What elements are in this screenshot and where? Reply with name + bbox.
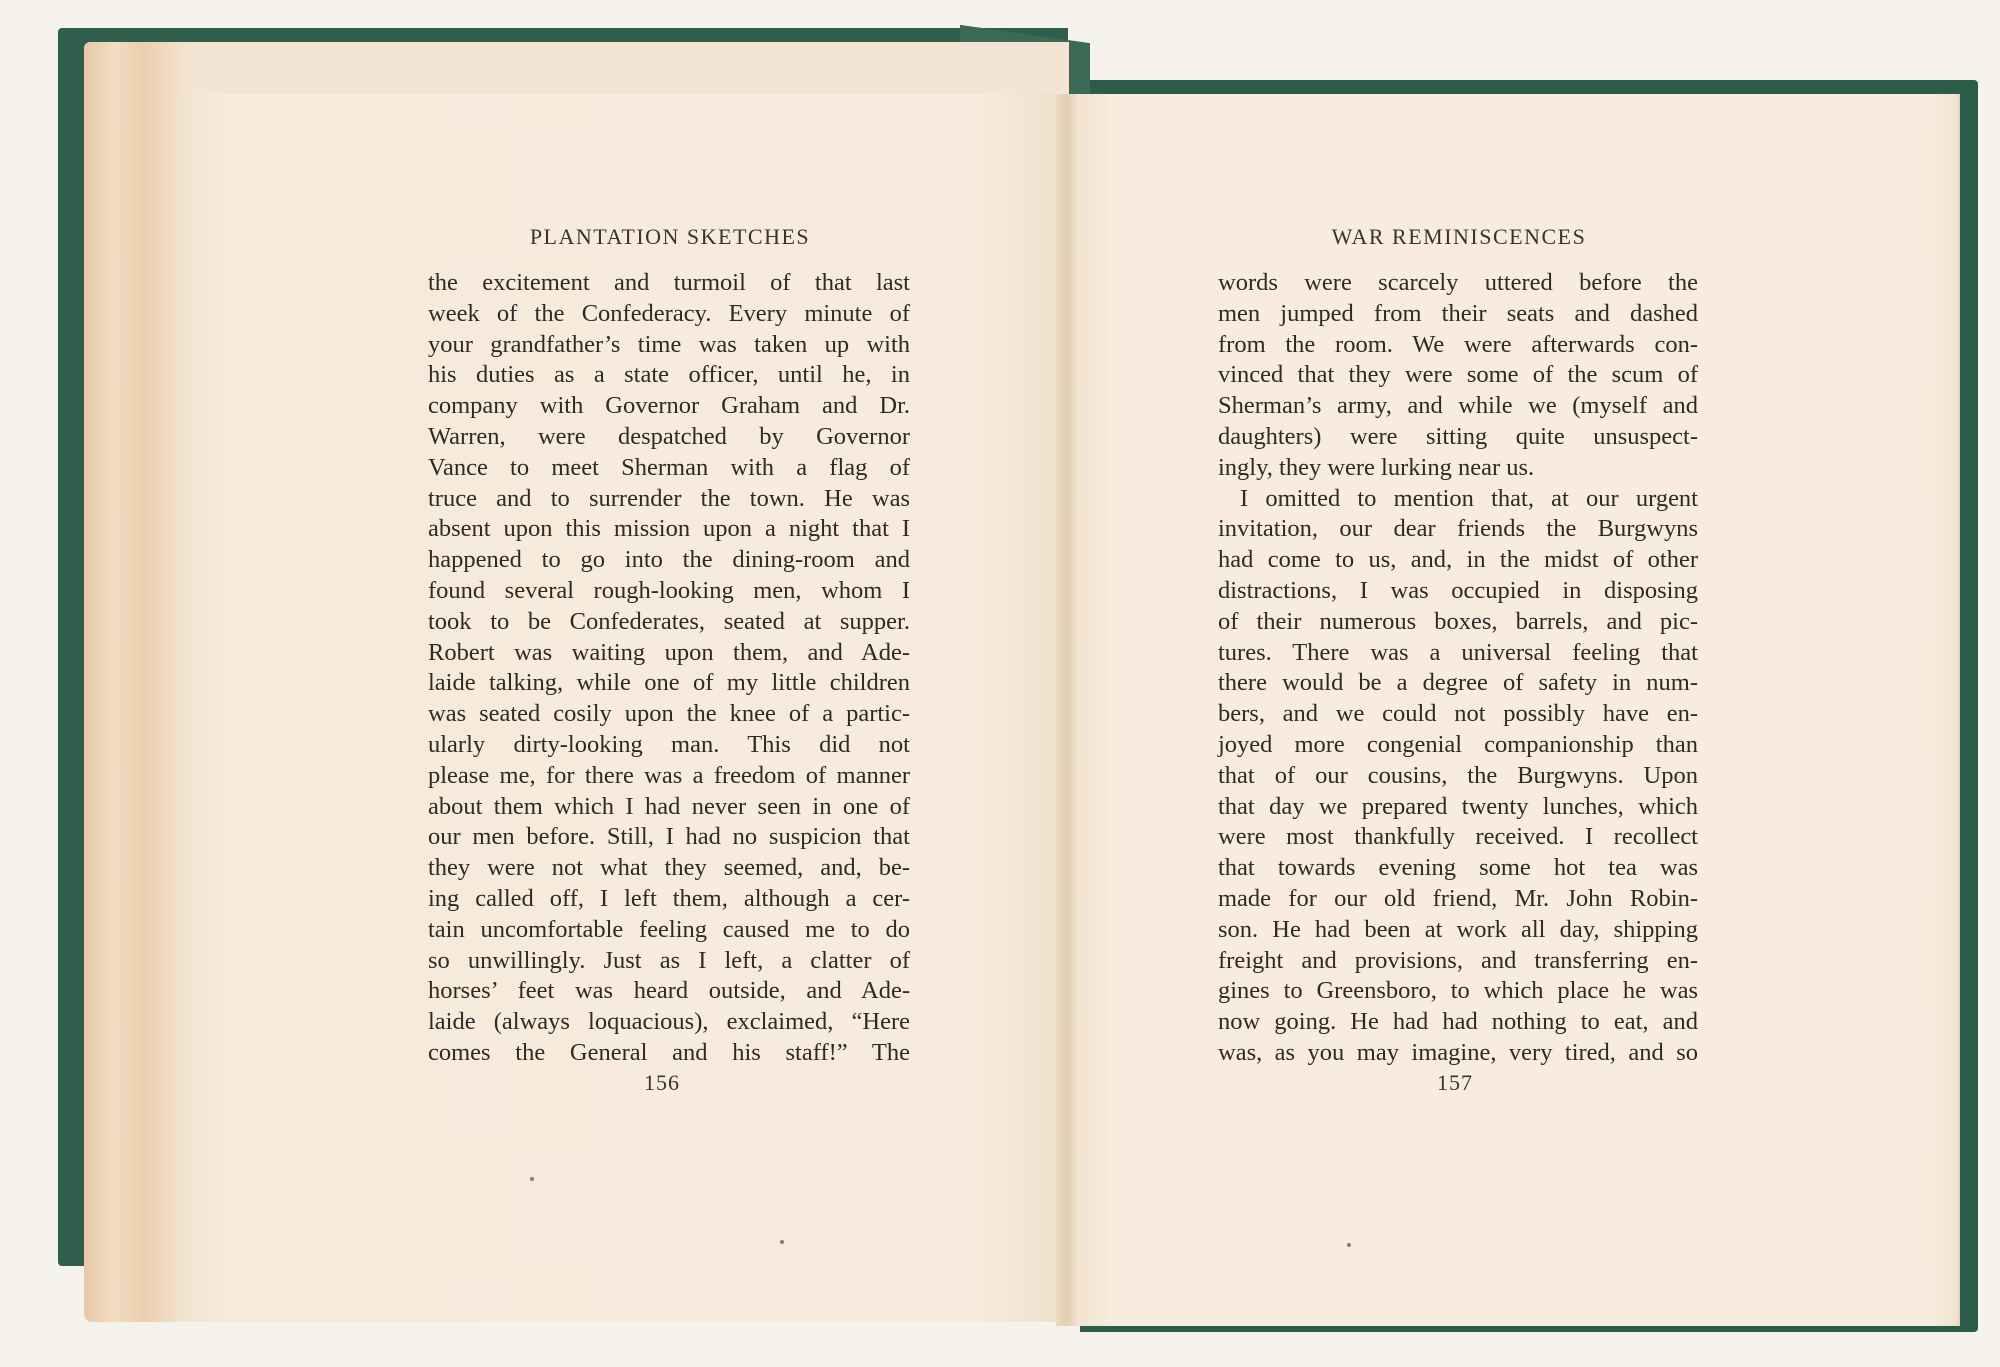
gutter bbox=[1056, 94, 1076, 1326]
text-line: they were not what they seemed, and, be- bbox=[428, 854, 910, 882]
text-line: laide (always loquacious), exclaimed, “Here bbox=[428, 1008, 910, 1036]
text-line: the excitement and turmoil of that last bbox=[428, 269, 910, 296]
text-line: that towards evening some hot tea was bbox=[1218, 854, 1698, 882]
text-line: week of the Confederacy. Every minute of bbox=[428, 299, 910, 327]
left-page-text bbox=[428, 268, 910, 1069]
text-line: vinced that they were some of the scum of bbox=[1218, 361, 1698, 389]
text-line: ingly, they were lurking near us. bbox=[1218, 453, 1535, 481]
text-line: Robert was waiting upon them, and Ade- bbox=[428, 638, 910, 666]
right-page-text bbox=[1218, 268, 1698, 1069]
text-line: ing called off, I left them, although a cer- bbox=[428, 884, 910, 912]
text-line: found several rough-looking men, whom I bbox=[428, 576, 910, 604]
text-line: were most thankfully received. I recollect bbox=[1218, 823, 1698, 851]
text-line: that day we prepared twenty lunches, which bbox=[1218, 792, 1698, 820]
right-running-head: WAR REMINISCENCES bbox=[1331, 224, 1587, 249]
text-line: I omitted to mention that, at our urgent bbox=[1240, 484, 1698, 512]
left-running-head: PLANTATION SKETCHES bbox=[529, 224, 811, 249]
text-line: invitation, our dear friends the Burgwyns bbox=[1218, 515, 1698, 543]
text-line: gines to Greensboro, to which place he was bbox=[1218, 977, 1698, 1005]
right-page-number: 157 bbox=[1437, 1070, 1473, 1095]
text-line: was, as you may imagine, very tired, and so bbox=[1218, 1038, 1698, 1066]
text-line: our men before. Still, I had no suspicion that bbox=[428, 823, 910, 851]
text-line: that of our cousins, the Burgwyns. Upon bbox=[1218, 761, 1698, 789]
text-line: from the room. We were afterwards con- bbox=[1218, 330, 1698, 358]
text-line: son. He had been at work all day, shipping bbox=[1218, 915, 1698, 943]
text-line: men jumped from their seats and dashed bbox=[1218, 299, 1698, 327]
text-line: had come to us, and, in the midst of other bbox=[1218, 546, 1698, 574]
text-line: happened to go into the dining-room and bbox=[428, 546, 910, 574]
paper-speck bbox=[1347, 1243, 1351, 1247]
text-line: laide talking, while one of my little children bbox=[428, 669, 910, 697]
text-line: there would be a degree of safety in num- bbox=[1218, 669, 1698, 697]
text-line: ularly dirty-looking man. This did not bbox=[428, 730, 910, 758]
text-line: daughters) were sitting quite unsuspect- bbox=[1218, 422, 1698, 450]
paper-speck bbox=[780, 1240, 784, 1244]
text-line: tures. There was a universal feeling that bbox=[1218, 638, 1698, 666]
text-line: freight and provisions, and transferring en- bbox=[1218, 946, 1698, 974]
text-line: distractions, I was occupied in disposing bbox=[1218, 576, 1698, 604]
text-line: Vance to meet Sherman with a flag of bbox=[428, 453, 910, 481]
text-line: tain uncomfortable feeling caused me to do bbox=[428, 915, 910, 943]
text-line: words were scarcely uttered before the bbox=[1218, 269, 1698, 296]
text-line: comes the General and his staff!” The bbox=[428, 1038, 910, 1066]
text-line: his duties as a state officer, until he, in bbox=[428, 361, 910, 389]
text-line: made for our old friend, Mr. John Robin- bbox=[1218, 884, 1698, 912]
text-line: so unwillingly. Just as I left, a clatter of bbox=[428, 946, 910, 974]
text-line: absent upon this mission upon a night that I bbox=[428, 515, 910, 543]
text-line: about them which I had never seen in one of bbox=[428, 792, 910, 820]
text-line: please me, for there was a freedom of manner bbox=[428, 761, 910, 789]
text-line: of their numerous boxes, barrels, and pic- bbox=[1218, 607, 1698, 635]
text-line: bers, and we could not possibly have en- bbox=[1218, 700, 1698, 728]
text-line: Warren, were despatched by Governor bbox=[428, 422, 910, 450]
text-line: company with Governor Graham and Dr. bbox=[428, 392, 910, 420]
text-line: joyed more congenial companionship than bbox=[1218, 730, 1698, 758]
text-line: Sherman’s army, and while we (myself and bbox=[1218, 392, 1698, 420]
paper-speck bbox=[530, 1177, 534, 1181]
text-line: truce and to surrender the town. He was bbox=[428, 484, 910, 512]
text-line: now going. He had had nothing to eat, and bbox=[1218, 1008, 1698, 1036]
text-line: took to be Confederates, seated at supper. bbox=[428, 607, 910, 635]
text-line: your grandfather’s time was taken up with bbox=[428, 330, 910, 358]
left-page-number: 156 bbox=[644, 1070, 680, 1095]
text-line: was seated cosily upon the knee of a partic- bbox=[428, 700, 910, 728]
text-line: horses’ feet was heard outside, and Ade- bbox=[428, 977, 910, 1005]
